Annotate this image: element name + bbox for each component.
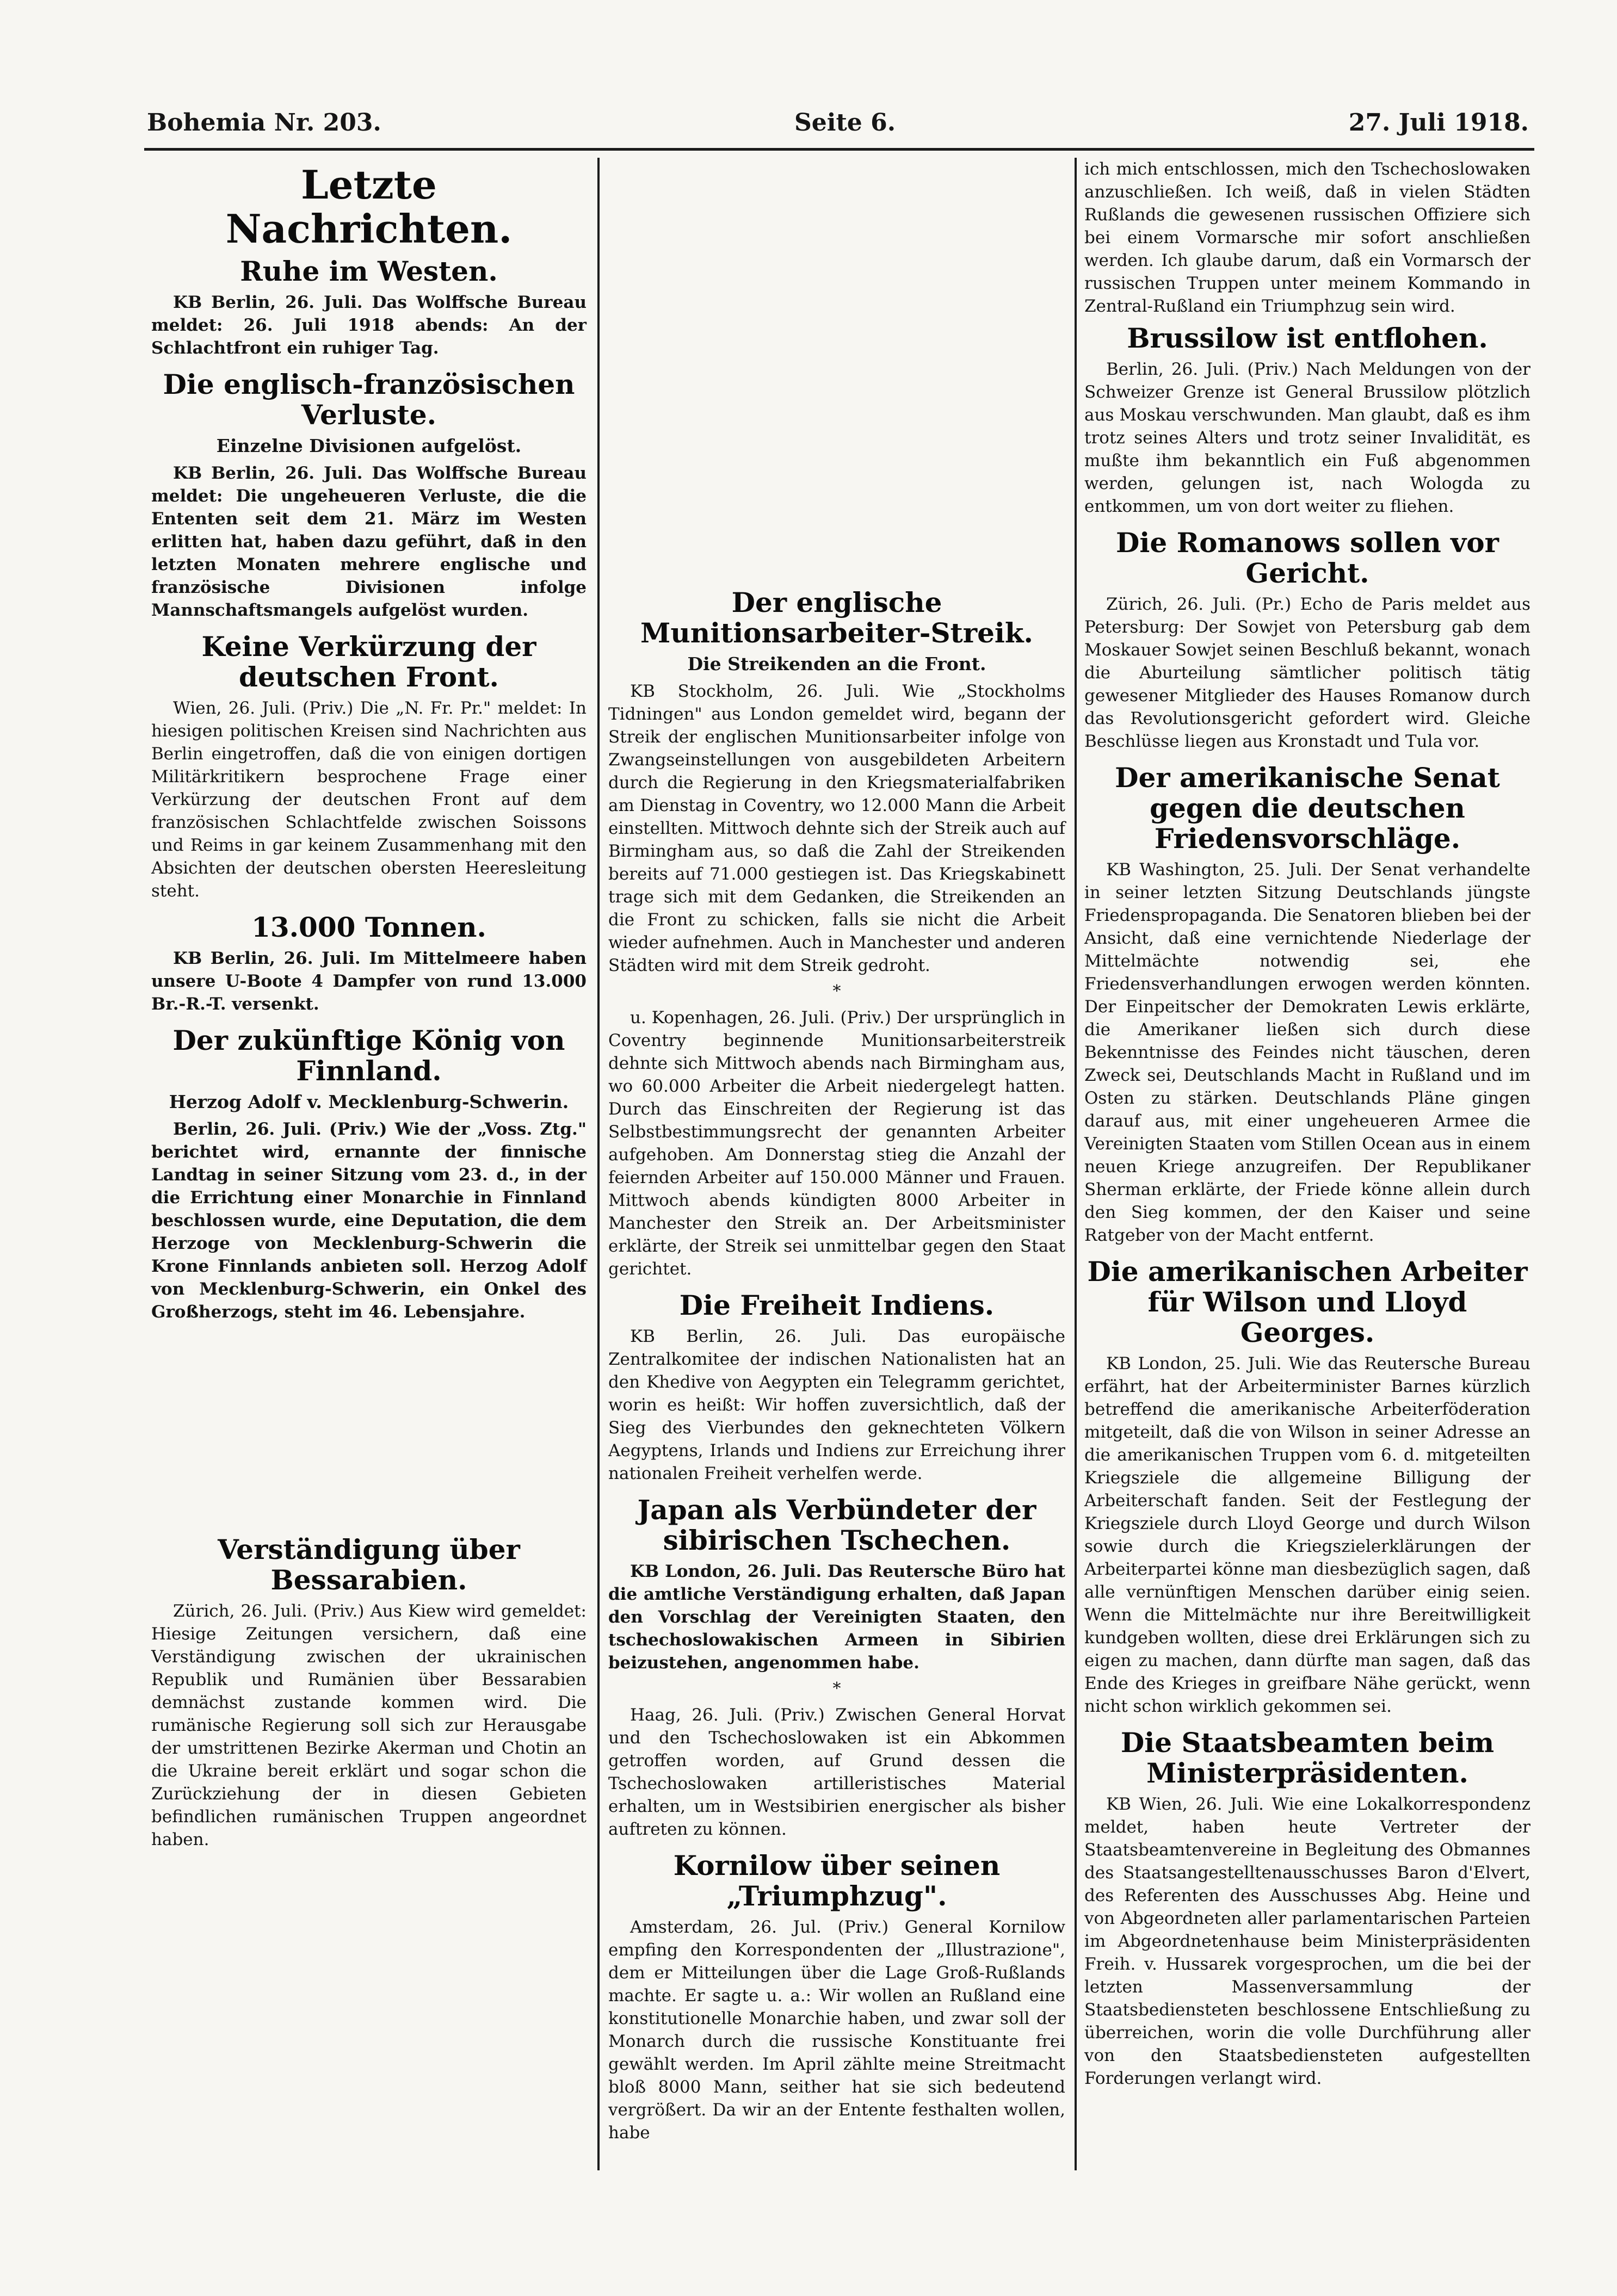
article-headline: Die Staatsbeamten beim Ministerpräsidenten.: [1120, 1726, 1495, 1789]
article-body: KB London, 26. Juli. Das Reutersche Büro hat die amtliche Verständigung erhalten, daß Japan den Vorschlag der Vereinigten Staaten, den tschechoslowakischen Armeen in Sibirien beizustehen, angenommen habe.: [608, 1562, 1065, 1673]
column-divider-2: [1075, 158, 1077, 2170]
article-body: KB Berlin, 26. Juli. Das Wolffsche Bureau meldet: 26. Juli 1918 abends: An der Schlachtfront ein ruhiger Tag.: [151, 293, 587, 358]
article-senat: [1084, 763, 1530, 1247]
article-headline: Japan als Verbündeter der sibirischen Tschechen.: [637, 1494, 1036, 1556]
article-body: KB Berlin, 26. Juli. Das europäische Zentralkomitee der indischen Nationalisten hat an den Khedive von Aegypten ein Telegramm gerichtet, worin es heißt: Wir hoffen zuversichtlich, daß der Sieg des Vierbundes den geknechteten Völkern Aegyptens, Irlands und Indiens zur Erreichung ihrer nationalen Freiheit verhelfen werde.: [608, 1327, 1065, 1483]
article-brussilow: [1084, 323, 1530, 518]
article-body: Berlin, 26. Juli. (Priv.) Wie der „Voss. Ztg." berichtet wird, ernannte der finnische Landtag in seiner Sitzung vom 23. d., in der die Errichtung einer Monarchie in Finnland beschlossen wurde, eine Deputation, die dem Herzoge von Mecklenburg-Schwerin die Krone Finnlands anbieten soll. Herzog Adolf von Mecklenburg-Schwerin, ein Onkel des Großherzogs, steht im 46. Lebensjahre.: [151, 1119, 587, 1322]
article-headline: Der zukünftige König von Finnland.: [172, 1024, 565, 1087]
article-body: Zürich, 26. Juli. (Priv.) Aus Kiew wird gemeldet: Hiesige Zeitungen versichern, daß eine Verständigung zwischen der ukrainischen Republik und Rumänien über Bessarabien demnächst zustande kommen wird. Die rumänische Regierung soll sich zur Herausgabe der umstrittenen Bezirke Akerman und Chotin an die Ukraine bereit erklärt und sogar schon die Zurückziehung der in diesen Gebieten befindlichen rumänischen Truppen angeordnet haben.: [151, 1601, 587, 1850]
article-body: Amsterdam, 26. Jul. (Priv.) General Kornilow empfing den Korrespondenten der „Illustrazione", dem er Mitteilungen über die Lage Groß-Rußlands machte. Er sagte u. a.: Wir wollen an Rußland eine konstitutionelle Monarchie haben, und zwar soll der Monarch durch die russische Konstituante frei gewählt werden. Im April zählte meine Streitmacht bloß 8000 Mann, seither hat sie sich bedeutend vergrößert. Da wir an der Entente festhalten wollen, habe: [608, 1917, 1065, 2143]
article-headline: Verständigung über Bessarabien.: [218, 1533, 520, 1596]
article-body: KB Berlin, 26. Juli. Das Wolffsche Bureau meldet: Die ungeheueren Verluste, die die Ententen seit dem 21. März im Westen erlitten hat, haben dazu geführt, daß in den letzten Monaten mehrere englische und französische Divisionen infolge Mannschaftsmangels aufgelöst wurden.: [151, 463, 587, 621]
article-body: KB London, 25. Juli. Wie das Reutersche Bureau erfährt, hat der Arbeiterminister Barnes kürzlich betreffend die amerikanische Arbeiterföderation mitgeteilt, daß die von Wilson in seiner Adresse an die amerikanischen Truppen vom 6. d. mitgeteilten Kriegsziele die allgemeine Billigung der Arbeiterschaft fanden. Seit der Festlegung der Kriegsziele durch Lloyd George und durch Wilson sowie durch die Kriegszielerklärungen der Arbeiterpartei könne man diesbezüglich sagen, daß alle vernünftigen Menschen darüber einig seien. Wenn die Mittelmächte nur ihre Bereitwilligkeit kundgeben wollten, diese drei Erklärungen sich zu eigen zu machen, dann dürfte man sagen, daß das Ende des Krieges in greifbare Nähe gerückt, wenn nicht schon wirklich gekommen sei.: [1084, 1354, 1530, 1716]
article-headline: Keine Verkürzung der deutschen Front.: [201, 630, 536, 694]
column-1: [151, 158, 587, 1861]
article-headline: Die Romanows sollen vor Gericht.: [1116, 527, 1499, 589]
article-tonnen: [151, 912, 587, 1016]
article-body-2: Haag, 26. Juli. (Priv.) Zwischen General Horvat und den Tschechoslowaken ist ein Abkommen getroffen worden, auf Grund dessen die Tschechoslowaken artilleristisches Material erhalten, um in Westsibirien energischer als bisher auftreten zu können.: [608, 1705, 1065, 1839]
article-headline: Der englische Munitionsarbeiter-Streik.: [640, 586, 1033, 649]
article-body: Wien, 26. Juli. (Priv.) Die „N. Fr. Pr." meldet: In hiesigen politischen Kreisen sind Nachrichten aus Berlin eingetroffen, daß die von einigen dortigen Militärkritikern besprochene Frage einer Verkürzung der deutschen Front auf dem französischen Schlachtfelde zwischen Soissons und Reims in gar keinem Zusammenhang mit den Absichten der deutschen obersten Heeresleitung steht.: [151, 698, 587, 901]
page-number: Seite 6.: [794, 109, 896, 137]
article-subheadline: Herzog Adolf v. Mecklenburg-Schwerin.: [169, 1091, 569, 1113]
article-body: KB Wien, 26. Juli. Wie eine Lokalkorrespondenz meldet, haben heute Vertreter der Staatsbeamtenvereine in Begleitung des Obmannes des Staatsangestelltenausschusses Baron d'Elvert, des Referenten des Ausschusses Abg. Heine und von Abgeordneten aller parlamentarischen Parteien im Abgeordnetenhause beim Ministerpräsidenten Freih. v. Hussarek vorgesprochen, um die bei der letzten Massenversammlung der Staatsbediensteten beschlossene Entschließung zu überreichen, worin die volle Durchführung aller von den Staatsbediensteten aufgestellten Forderungen verlangt wird.: [1084, 1794, 1530, 2088]
article-munitionsarbeiter: [608, 587, 1065, 1280]
article-front: [151, 632, 587, 902]
article-subheadline: Einzelne Divisionen aufgelöst.: [216, 435, 522, 457]
article-ruhe-im-westen: [151, 256, 587, 360]
article-body: Zürich, 26. Juli. (Pr.) Echo de Paris meldet aus Petersburg: Der Sowjet von Petersburg gab dem Moskauer Sowjet seinen Beschluß bekannt, wonach die Aburteilung sämtlicher politisch tätig gewesener Mitglieder des Hauses Romanow durch das Revolutionsgericht gefordert wird. Gleiche Beschlüsse liegen aus Kronstadt und Tula vor.: [1084, 595, 1530, 751]
page-header: [147, 109, 1529, 141]
column-3: [1084, 158, 1530, 2100]
article-staatsbeamten: [1084, 1728, 1530, 2090]
article-body: Berlin, 26. Juli. (Priv.) Nach Meldungen von der Schweizer Grenze ist General Brussilow plötzlich aus Moskau verschwunden. Man glaubt, daß es ihm trotz seines Alters und trotz seiner Invalidität, es mußte ihm bekanntlich ein Fuß abgenommen werden, gelungen ist, nach Wologda zu entkommen, um von dort weiter zu fliehen.: [1084, 360, 1530, 516]
article-headline: 13.000 Tonnen.: [251, 911, 486, 944]
article-body: KB Stockholm, 26. Juli. Wie „Stockholms Tidningen" aus London gemeldet wird, begann der Streik der englischen Munitionsarbeiter infolge von Zwangseinstellungen von ausgebildeten Arbeitern durch die Regierung in den Kriegsmaterialfabriken am Dienstag in Coventry, wo 12.000 Mann die Arbeit einstellten. Mittwoch dehnte sich der Streik auch auf Birmingham aus, so daß die Zahl der Streikenden bereits auf 71.000 gestiegen ist. Das Kriegskabinett trage sich mit dem Gedanken, die Streikenden an die Front zu schicken, falls sie nicht die Arbeit wieder aufnehmen. Auch in Manchester und anderen Städten wird mit dem Streik gedroht.: [608, 682, 1065, 975]
article-indien: [608, 1290, 1065, 1485]
article-body: KB Berlin, 26. Juli. Im Mittelmeere haben unsere U-Boote 4 Dampfer von rund 13.000 Br.-R.-T. versenkt.: [151, 949, 587, 1014]
article-headline: Brussilow ist entflohen.: [1127, 322, 1488, 354]
article-headline: Der amerikanische Senat gegen die deutschen Friedensvorschläge.: [1115, 762, 1500, 855]
separator-star: *: [832, 1679, 841, 1698]
article-body-2: u. Kopenhagen, 26. Juli. (Priv.) Der ursprünglich in Coventry beginnende Munitionsarbeiterstreik dehnte sich Mittwoch abends nach Birmingham aus, wo 60.000 Arbeiter die Arbeit niedergelegt hatten. Durch das Einschreiten der Regierung ist das Selbstbestimmungsrecht der genannten Arbeiter aufgehoben. Am Donnerstag stieg die Anzahl der feiernden Arbeiter auf 150.000 Männer und Frauen. Mittwoch abends kündigten 8000 Arbeiter in Manchester den Streik an. Der Arbeitsminister erklärte, der Streik sei unmittelbar gegen den Staat gerichtet.: [608, 1008, 1065, 1279]
article-finnland: [151, 1025, 587, 1323]
article-romanows: [1084, 528, 1530, 753]
column-gap: [151, 1333, 587, 1529]
article-headline: Ruhe im Westen.: [240, 255, 498, 288]
article-bessarabien: [151, 1534, 587, 1851]
article-headline: Die englisch-französischen Verluste.: [163, 368, 575, 431]
issue-number: Bohemia Nr. 203.: [147, 109, 381, 137]
article-continuation: ich mich entschlossen, mich den Tschechoslowaken anzuschließen. Ich weiß, daß in vielen Städten Rußlands die gewesenen russischen Offiziere sich bei einem Vormarsche mir sofort anschließen werden. Ich glaube darum, daß ein Vormarsch der russischen Truppen unter meinem Kommando in Zentral-Rußland ein Triumphzug sein wird.: [1084, 159, 1530, 316]
article-headline: Kornilow über seinen „Triumphzug".: [673, 1849, 1001, 1912]
separator-star: *: [832, 982, 841, 1001]
column-divider-1: [597, 158, 600, 2170]
article-body: KB Washington, 25. Juli. Der Senat verhandelte in seiner letzten Sitzung Deutschlands jüngste Friedenspropaganda. Die Senatoren blieben bei der Ansicht, daß eine vernichtende Niederlage der Mittelmächte notwendig sei, ehe Friedensverhandlungen erwogen werden könnten. Der Einpeitscher der Demokraten Lewis erklärte, die Amerikaner ließen sich durch diese Bekenntnisse des Feindes nicht täuschen, deren Zweck sei, Deutschlands Macht in Rußland und im Osten zu stärken. Deutschlands Pläne gingen darauf aus, mit einer ungeheueren Armee die Vereinigten Staaten vom Stillen Ocean aus in einem neuen Kriege anzugreifen. Der Republikaner Sherman erklärte, der Friede könne allein durch den Sieg kommen, der den Kaiser und seine Ratgeber von der Macht entfernt.: [1084, 860, 1530, 1245]
article-headline: Die amerikanischen Arbeiter für Wilson und Lloyd Georges.: [1087, 1255, 1528, 1348]
article-headline: Die Freiheit Indiens.: [679, 1289, 995, 1321]
article-japan: [608, 1495, 1065, 1841]
issue-date: 27. Juli 1918.: [1348, 109, 1529, 137]
header-rule: [144, 148, 1534, 151]
article-arbeiter-wilson: [1084, 1257, 1530, 1718]
article-verluste: [151, 369, 587, 622]
article-subheadline: Die Streikenden an die Front.: [687, 653, 986, 674]
column-2: [608, 158, 1065, 2154]
section-title: Letzte Nachrichten.: [225, 162, 513, 252]
column-gap: [608, 158, 1065, 582]
article-kornilow: [608, 1851, 1065, 2144]
